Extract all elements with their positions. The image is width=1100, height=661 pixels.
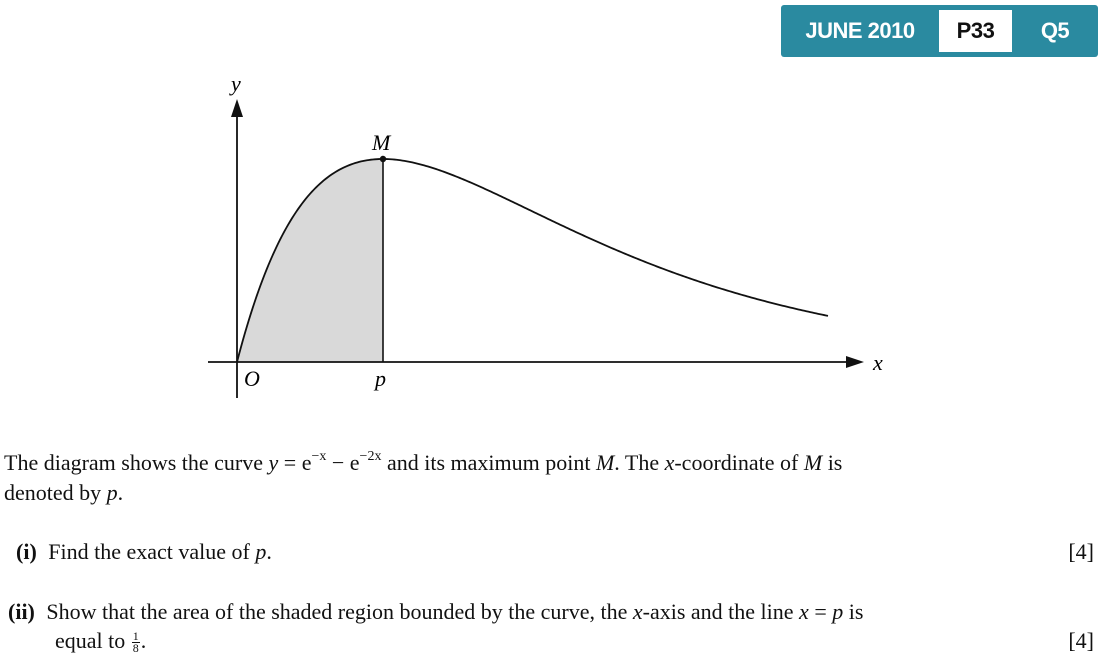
y-axis-arrow [231,99,243,117]
max-point-label: M [372,130,391,155]
stem-line-1: The diagram shows the curve $y = e^{-x} - e^{-2x}$ and its maximum point M. The x-coordinate of M is [4,448,843,475]
part-ii-line-1: (ii) Show that the area of the shaded region bounded by the curve, the x-axis and the line x = p is [8,599,864,624]
exam-date: JUNE 2010 [805,18,915,43]
part-ii-line-2: equal to $\frac{1}{8}$ . [55,628,147,656]
part-i-text: Find the exact value of p. [48,539,272,564]
x-axis-label: x [873,350,883,375]
part-i [16,539,272,565]
one-eighth-fraction: $\frac{1}{8}$ [132,629,139,656]
y-axis-label: y [231,71,241,96]
max-point-dot [380,156,386,162]
question-number: Q5 [1040,18,1070,43]
part-i-marks: [4] [1068,539,1094,564]
shaded-region [237,159,383,362]
part-i-label: (i) [16,539,37,564]
part-ii-label: (ii) [8,599,35,624]
origin-label: O [244,366,260,391]
part-ii-marks: [4] [1068,628,1094,653]
x-axis-arrow [846,356,864,368]
paper-code: P33 [939,10,1012,52]
p-label: p [375,366,386,391]
stem-line-2: denoted by p. [4,480,124,505]
